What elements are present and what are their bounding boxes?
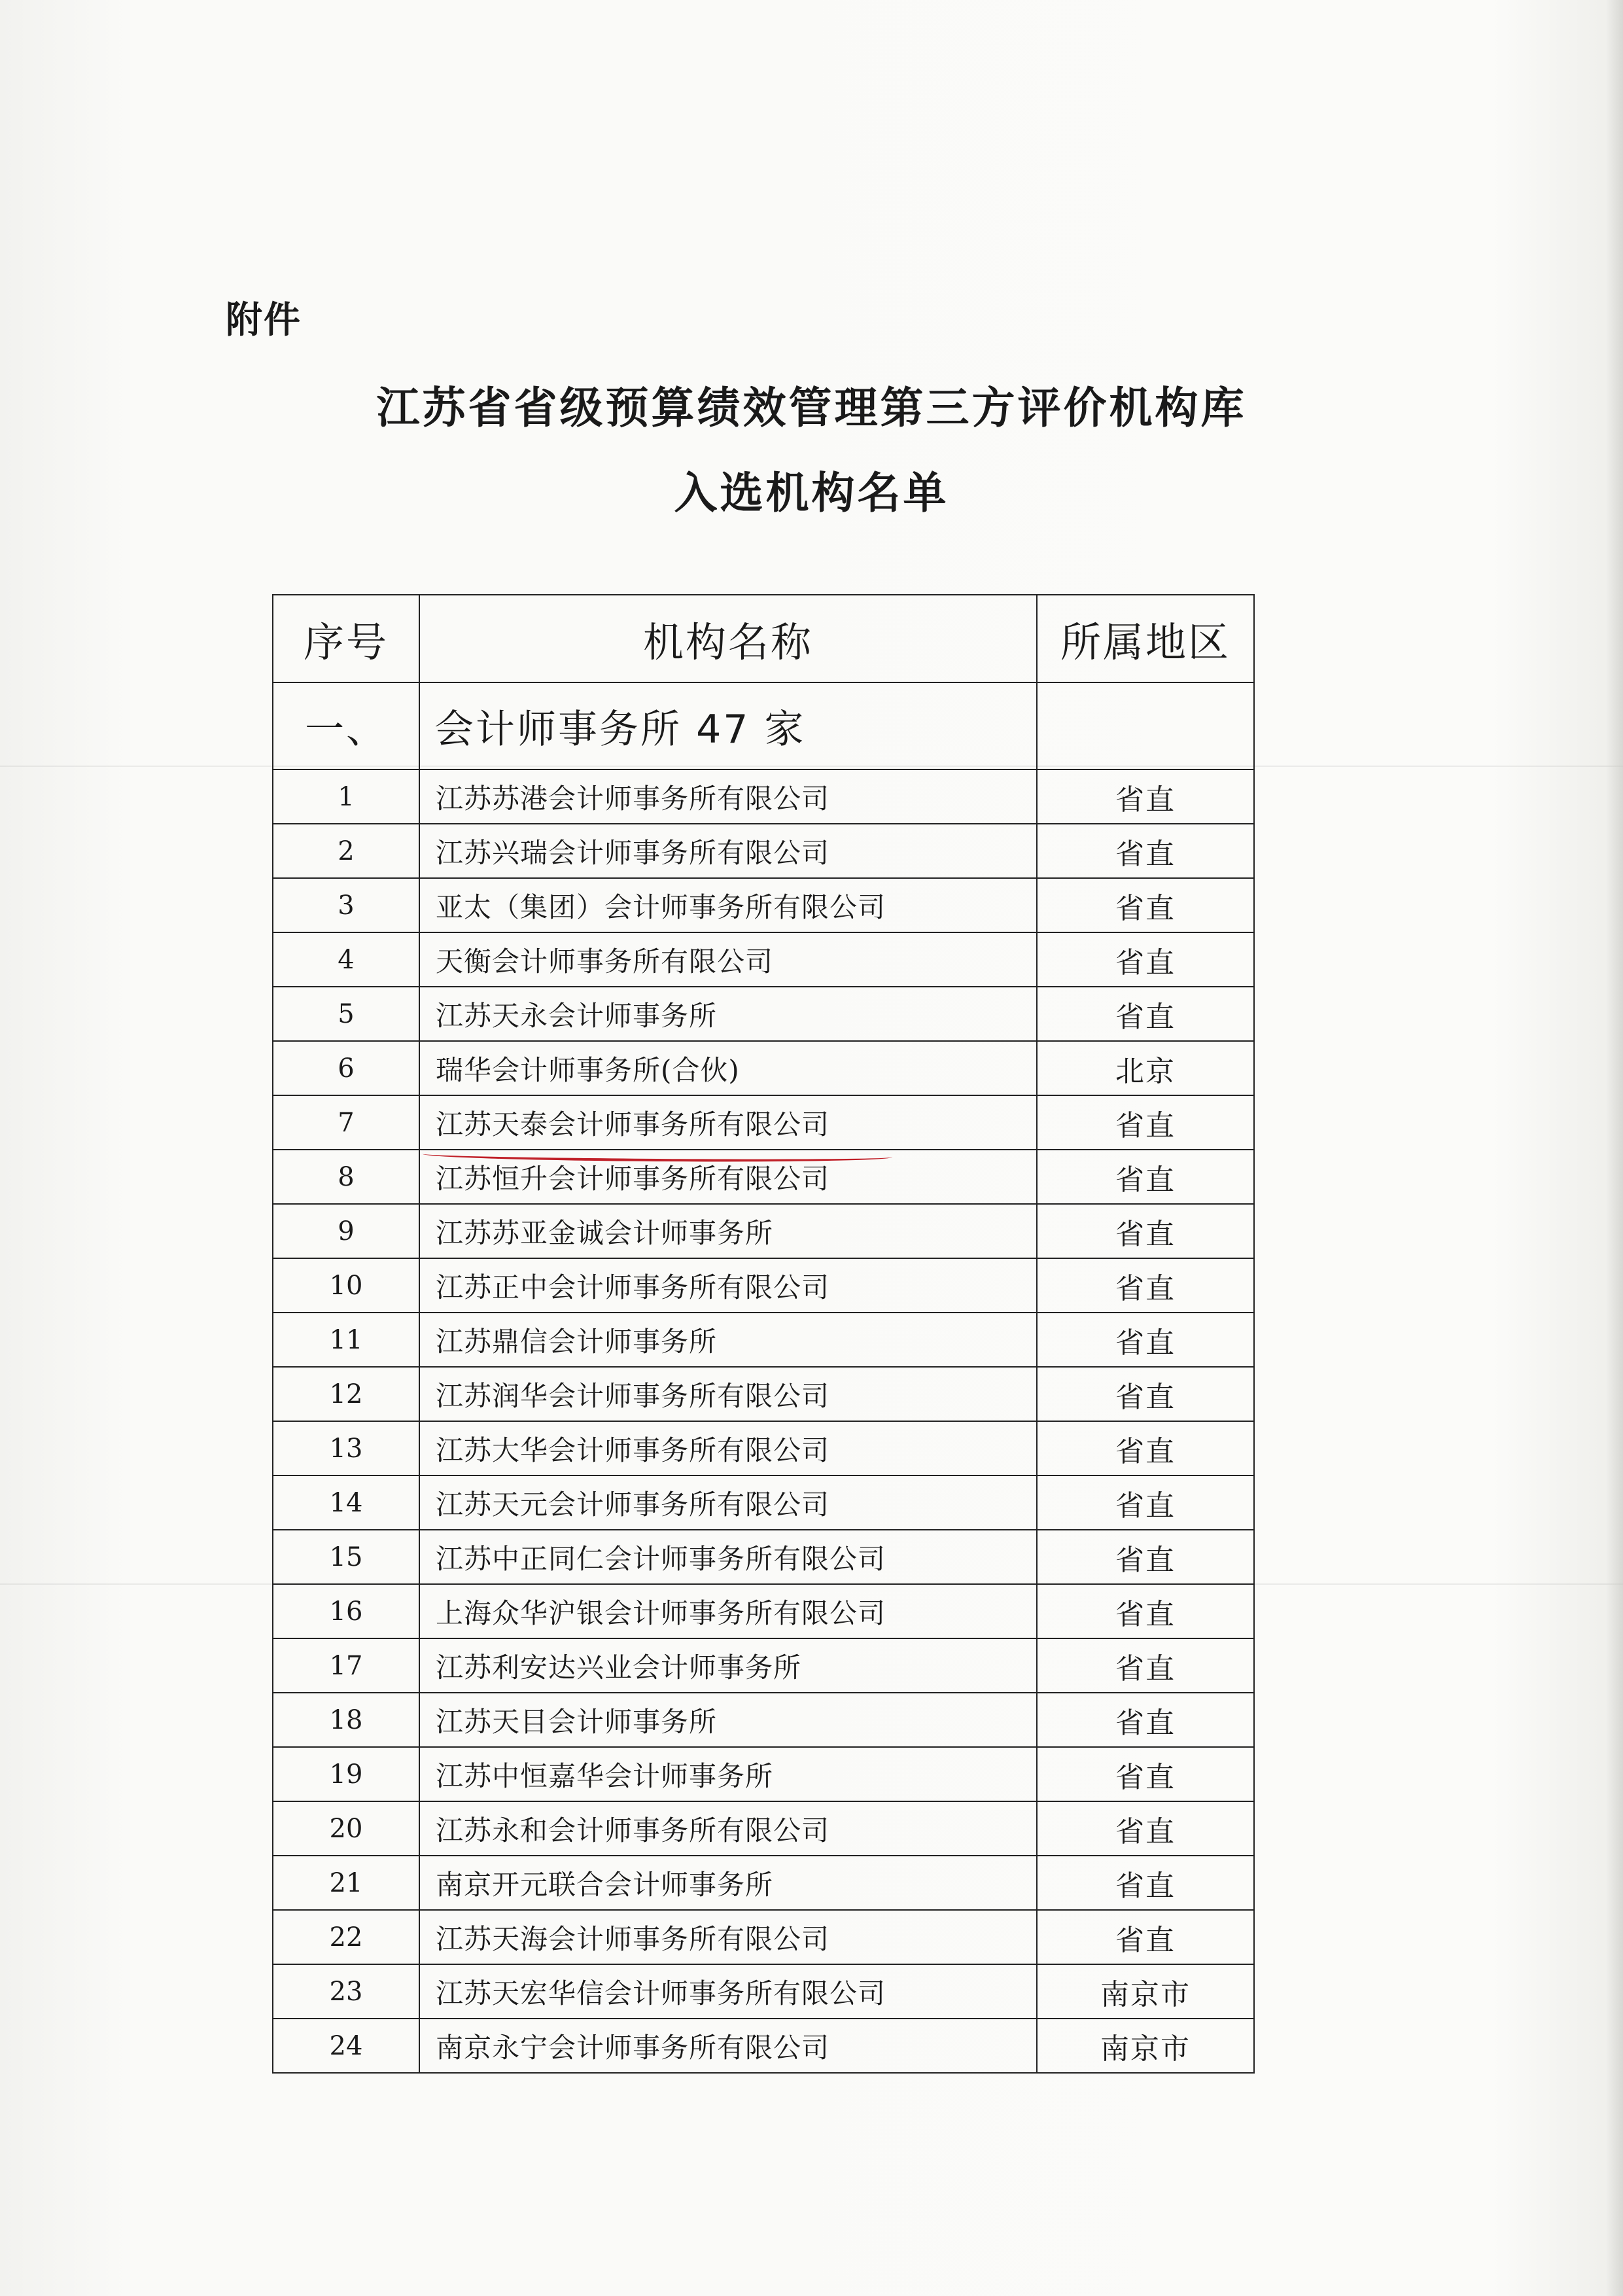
row-institution-name: 亚太（集团）会计师事务所有限公司 bbox=[419, 878, 1037, 932]
row-institution-name: 江苏大华会计师事务所有限公司 bbox=[419, 1421, 1037, 1475]
row-institution-name: 南京开元联合会计师事务所 bbox=[419, 1856, 1037, 1910]
row-institution-name: 南京永宁会计师事务所有限公司 bbox=[419, 2019, 1037, 2073]
row-institution-name: 上海众华沪银会计师事务所有限公司 bbox=[419, 1584, 1037, 1638]
header-institution-name: 机构名称 bbox=[419, 595, 1037, 682]
document-title: 江苏省省级预算绩效管理第三方评价机构库 bbox=[376, 383, 1247, 433]
table-row bbox=[273, 878, 1254, 932]
row-serial-number: 6 bbox=[273, 1041, 419, 1095]
table-row bbox=[273, 1693, 1254, 1747]
row-serial-number: 18 bbox=[273, 1693, 419, 1747]
row-serial-number: 10 bbox=[273, 1258, 419, 1313]
table-row bbox=[273, 1801, 1254, 1856]
row-serial-number: 19 bbox=[273, 1747, 419, 1801]
section-title: 会计师事务所 47 家 bbox=[419, 682, 1037, 769]
page-edge-shadow bbox=[1606, 0, 1623, 2296]
row-region: 省直 bbox=[1037, 1910, 1254, 1964]
row-serial-number: 3 bbox=[273, 878, 419, 932]
row-institution-name: 天衡会计师事务所有限公司 bbox=[419, 932, 1037, 987]
row-institution-name: 江苏天永会计师事务所 bbox=[419, 987, 1037, 1041]
row-region: 南京市 bbox=[1037, 2019, 1254, 2073]
row-serial-number: 17 bbox=[273, 1638, 419, 1693]
row-region: 省直 bbox=[1037, 878, 1254, 932]
table-row bbox=[273, 1204, 1254, 1258]
row-serial-number: 16 bbox=[273, 1584, 419, 1638]
row-region: 省直 bbox=[1037, 1530, 1254, 1584]
row-region: 省直 bbox=[1037, 769, 1254, 824]
row-serial-number: 11 bbox=[273, 1313, 419, 1367]
header-region: 所属地区 bbox=[1037, 595, 1254, 682]
row-institution-name: 瑞华会计师事务所(合伙) bbox=[419, 1041, 1037, 1095]
table-row bbox=[273, 769, 1254, 824]
row-serial-number: 9 bbox=[273, 1204, 419, 1258]
row-institution-name: 江苏天元会计师事务所有限公司 bbox=[419, 1475, 1037, 1530]
row-serial-number: 8 bbox=[273, 1150, 419, 1204]
row-institution-name: 江苏天泰会计师事务所有限公司 bbox=[419, 1095, 1037, 1150]
row-region: 省直 bbox=[1037, 1150, 1254, 1204]
row-serial-number: 21 bbox=[273, 1856, 419, 1910]
row-institution-name: 江苏苏亚金诚会计师事务所 bbox=[419, 1204, 1037, 1258]
row-region: 省直 bbox=[1037, 1693, 1254, 1747]
row-region: 省直 bbox=[1037, 987, 1254, 1041]
row-institution-name: 江苏中恒嘉华会计师事务所 bbox=[419, 1747, 1037, 1801]
row-serial-number: 22 bbox=[273, 1910, 419, 1964]
row-region: 省直 bbox=[1037, 1095, 1254, 1150]
row-region: 省直 bbox=[1037, 1856, 1254, 1910]
table-row bbox=[273, 1856, 1254, 1910]
table-row bbox=[273, 1421, 1254, 1475]
row-institution-name: 江苏鼎信会计师事务所 bbox=[419, 1313, 1037, 1367]
row-region: 省直 bbox=[1037, 1204, 1254, 1258]
table-row bbox=[273, 824, 1254, 878]
row-region: 省直 bbox=[1037, 1367, 1254, 1421]
row-serial-number: 4 bbox=[273, 932, 419, 987]
table-row bbox=[273, 1313, 1254, 1367]
row-serial-number: 20 bbox=[273, 1801, 419, 1856]
row-serial-number: 14 bbox=[273, 1475, 419, 1530]
row-serial-number: 5 bbox=[273, 987, 419, 1041]
row-serial-number: 12 bbox=[273, 1367, 419, 1421]
row-region: 省直 bbox=[1037, 1584, 1254, 1638]
table-row bbox=[273, 987, 1254, 1041]
table-row bbox=[273, 1530, 1254, 1584]
row-institution-name: 江苏天宏华信会计师事务所有限公司 bbox=[419, 1964, 1037, 2019]
row-region: 省直 bbox=[1037, 1313, 1254, 1367]
row-region: 南京市 bbox=[1037, 1964, 1254, 2019]
row-institution-name: 江苏天海会计师事务所有限公司 bbox=[419, 1910, 1037, 1964]
institution-table bbox=[272, 594, 1255, 2074]
section-number: 一、 bbox=[273, 682, 419, 769]
row-region: 省直 bbox=[1037, 1747, 1254, 1801]
row-region: 省直 bbox=[1037, 1801, 1254, 1856]
table-row bbox=[273, 2019, 1254, 2073]
row-institution-name: 江苏天目会计师事务所 bbox=[419, 1693, 1037, 1747]
row-institution-name: 江苏恒升会计师事务所有限公司 bbox=[419, 1150, 1037, 1204]
row-institution-name: 江苏永和会计师事务所有限公司 bbox=[419, 1801, 1037, 1856]
row-serial-number: 2 bbox=[273, 824, 419, 878]
row-region: 北京 bbox=[1037, 1041, 1254, 1095]
row-region: 省直 bbox=[1037, 932, 1254, 987]
row-institution-name: 江苏正中会计师事务所有限公司 bbox=[419, 1258, 1037, 1313]
attachment-label: 附件 bbox=[226, 299, 302, 342]
table-row bbox=[273, 1041, 1254, 1095]
table-row bbox=[273, 1964, 1254, 2019]
table-row bbox=[273, 1367, 1254, 1421]
table-row bbox=[273, 1475, 1254, 1530]
section-row bbox=[273, 682, 1254, 769]
row-institution-name: 江苏中正同仁会计师事务所有限公司 bbox=[419, 1530, 1037, 1584]
row-serial-number: 13 bbox=[273, 1421, 419, 1475]
table-row bbox=[273, 1910, 1254, 1964]
row-region: 省直 bbox=[1037, 1638, 1254, 1693]
row-region: 省直 bbox=[1037, 1475, 1254, 1530]
row-institution-name: 江苏利安达兴业会计师事务所 bbox=[419, 1638, 1037, 1693]
row-serial-number: 15 bbox=[273, 1530, 419, 1584]
table-row bbox=[273, 932, 1254, 987]
section-region bbox=[1037, 682, 1254, 769]
table-header-row bbox=[273, 595, 1254, 682]
row-serial-number: 7 bbox=[273, 1095, 419, 1150]
row-serial-number: 24 bbox=[273, 2019, 419, 2073]
row-serial-number: 23 bbox=[273, 1964, 419, 2019]
row-region: 省直 bbox=[1037, 1421, 1254, 1475]
row-institution-name: 江苏兴瑞会计师事务所有限公司 bbox=[419, 824, 1037, 878]
row-region: 省直 bbox=[1037, 824, 1254, 878]
row-institution-name: 江苏润华会计师事务所有限公司 bbox=[419, 1367, 1037, 1421]
table-row bbox=[273, 1095, 1254, 1150]
row-region: 省直 bbox=[1037, 1258, 1254, 1313]
table-row bbox=[273, 1258, 1254, 1313]
table-row bbox=[273, 1747, 1254, 1801]
row-institution-name: 江苏苏港会计师事务所有限公司 bbox=[419, 769, 1037, 824]
table-row bbox=[273, 1638, 1254, 1693]
document-subtitle: 入选机构名单 bbox=[674, 468, 949, 518]
table-row bbox=[273, 1584, 1254, 1638]
row-serial-number: 1 bbox=[273, 769, 419, 824]
header-serial-number: 序号 bbox=[273, 595, 419, 682]
